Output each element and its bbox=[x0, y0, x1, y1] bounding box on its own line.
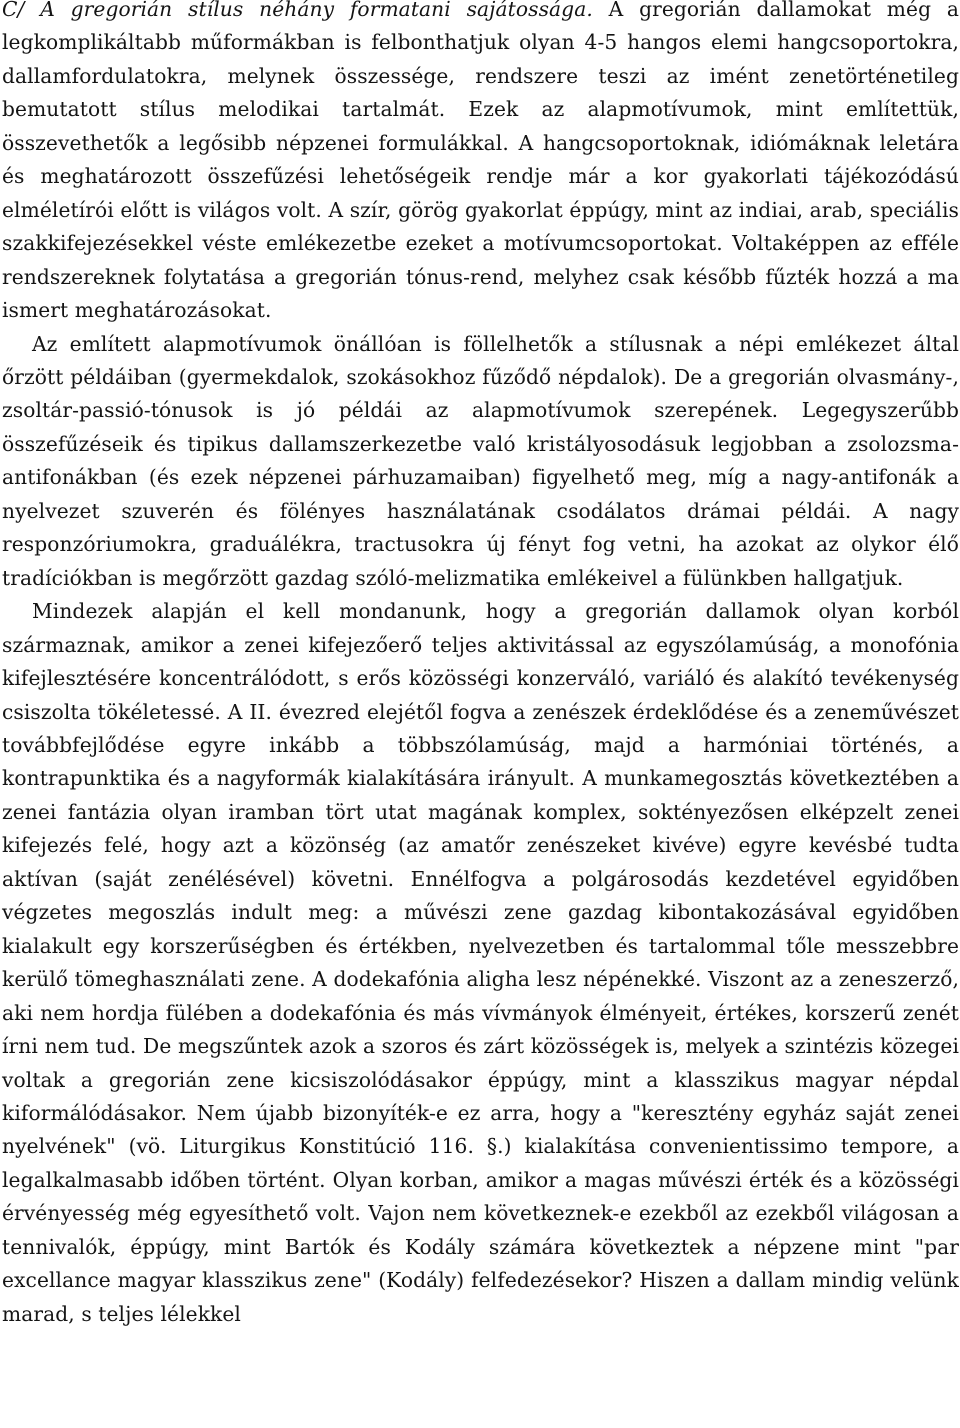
paragraph-text: Az említett alapmotívumok önállóan is föllelhetők a stílusnak a népi emlékezet által őrzött példáiban (gyermekdalok, szokásokhoz fűződő népdalok). De a gregorián olvasmány-, zsoltár-passió-tónusok is jó példái az alapmotívumok szerepének. Legegyszerűbb összefűzéseik és tipikus dallamszerkezetbe való kristályosodásuk legjobban a zsolozsma-antifonákban (és ezek népzenei párhuzamaiban) figyelhető meg, míg a nagy-antifonák a nyelvezet szuverén és fölényes használatának csodálatos drámai példái. A nagy responzóriumokra, graduálékra, tractusokra új fényt fog vetni, ha azokat az olykor élő tradíciókban is megőrzött gazdag szóló-melizmatika emlékeivel a fülünkben hallgatjuk. bbox=[2, 331, 959, 590]
paragraph-text: A gregorián dallamokat még a legkomplikáltabb műformákban is felbonthatjuk olyan 4-5 hangos elemi hangcsoportokra, dallamfordulatokra, melynek összessége, rendszere teszi az imént zenetörténetileg bemutatott stílus melodikai tartalmát. Ezek az alapmotívumok, mint említettük, összevethetők a legősibb népzenei formulákkal. A hangcsoportoknak, idiómáknak leletára és meghatározott összefűzési lehetőségeik rendje már a kor gyakorlati tájékozódású elméletírói előtt is világos volt. A szír, görög gyakorlat éppúgy, mint az indiai, arab, speciális szakkifejezésekkel véste emlékezetbe ezeket a motívumcsoportokat. Voltaképpen az efféle rendszereknek folytatása a gregorián tónus-rend, melyhez csak később fűzték hozzá a ma ismert meghatározásokat. bbox=[2, 0, 959, 323]
paragraph-text: Mindezek alapján el kell mondanunk, hogy a gregorián dallamok olyan korból származnak, amikor a zenei kifejezőerő teljes aktivitással az egyszólamúság, a monofónia kifejlesztésére koncentrálódott, s erős közösségi konzerváló, variáló és alakító tevékenység csiszolta tökéletessé. A II. évezred elejétől fogva a zenészek érdeklődése és a zeneművészet továbbfejlődése egyre inkább a többszólamúság, majd a harmóniai történés, a kontrapunktika és a nagyformák kialakítására irányult. A munkamegosztás következtében a zenei fantázia olyan iramban tört utat magának komplex, soktényezősen elképzelt zenei kifejezés felé, hogy azt a közönség (az amatőr zenészeket kivéve) egyre kevésbé tudta aktívan (saját zenélésével) követni. Ennélfogva a polgárosodás kezdetével egyidőben végzetes megoszlás indult meg: a művészi zene gazdag kibontakozásával egyidőben kialakult egy korszerűségben és értékben, nyelvezetben és tartalommal tőle messzebbre kerülő tömeghasználati zene. A dodekafónia aligha lesz népénekké. Viszont az a zeneszerző, aki nem hordja fülében a dodekafónia és más vívmányok élményeit, értékes, korszerű zenét írni nem tud. De megszűntek azok a szoros és zárt közösségek is, melyek a szintézis közegei voltak a gregorián zene kicsiszolódásakor éppúgy, mint a klasszikus magyar népdal kiformálódásakor. Nem újabb bizonyíték-e ez arra, hogy a "keresztény egyház saját zenei nyelvének" (vö. Liturgikus Konstitúció 116. §.) kialakítása convenientissimo tempore, a legalkalmasabb időben történt. Olyan korban, amikor a magas művészi érték és a közösségi érvényesség még egyesíthető volt. Vajon nem következnek-e ezekből az ezekből világosan a tennivalók, éppúgy, mint Bartók és Kodály számára következtek a népzene mint "par excellance magyar klasszikus zene" (Kodály) felfedezésekor? Hiszen a dallam mindig velünk marad, s teljes lélekkel bbox=[2, 599, 959, 1326]
section-heading: C/ A gregorián stílus néhány formatani sajátossága. bbox=[2, 0, 593, 21]
paragraph-basic-motifs bbox=[2, 328, 959, 596]
paragraph-formal-features bbox=[2, 0, 959, 328]
paragraph-conclusion bbox=[2, 595, 959, 1331]
